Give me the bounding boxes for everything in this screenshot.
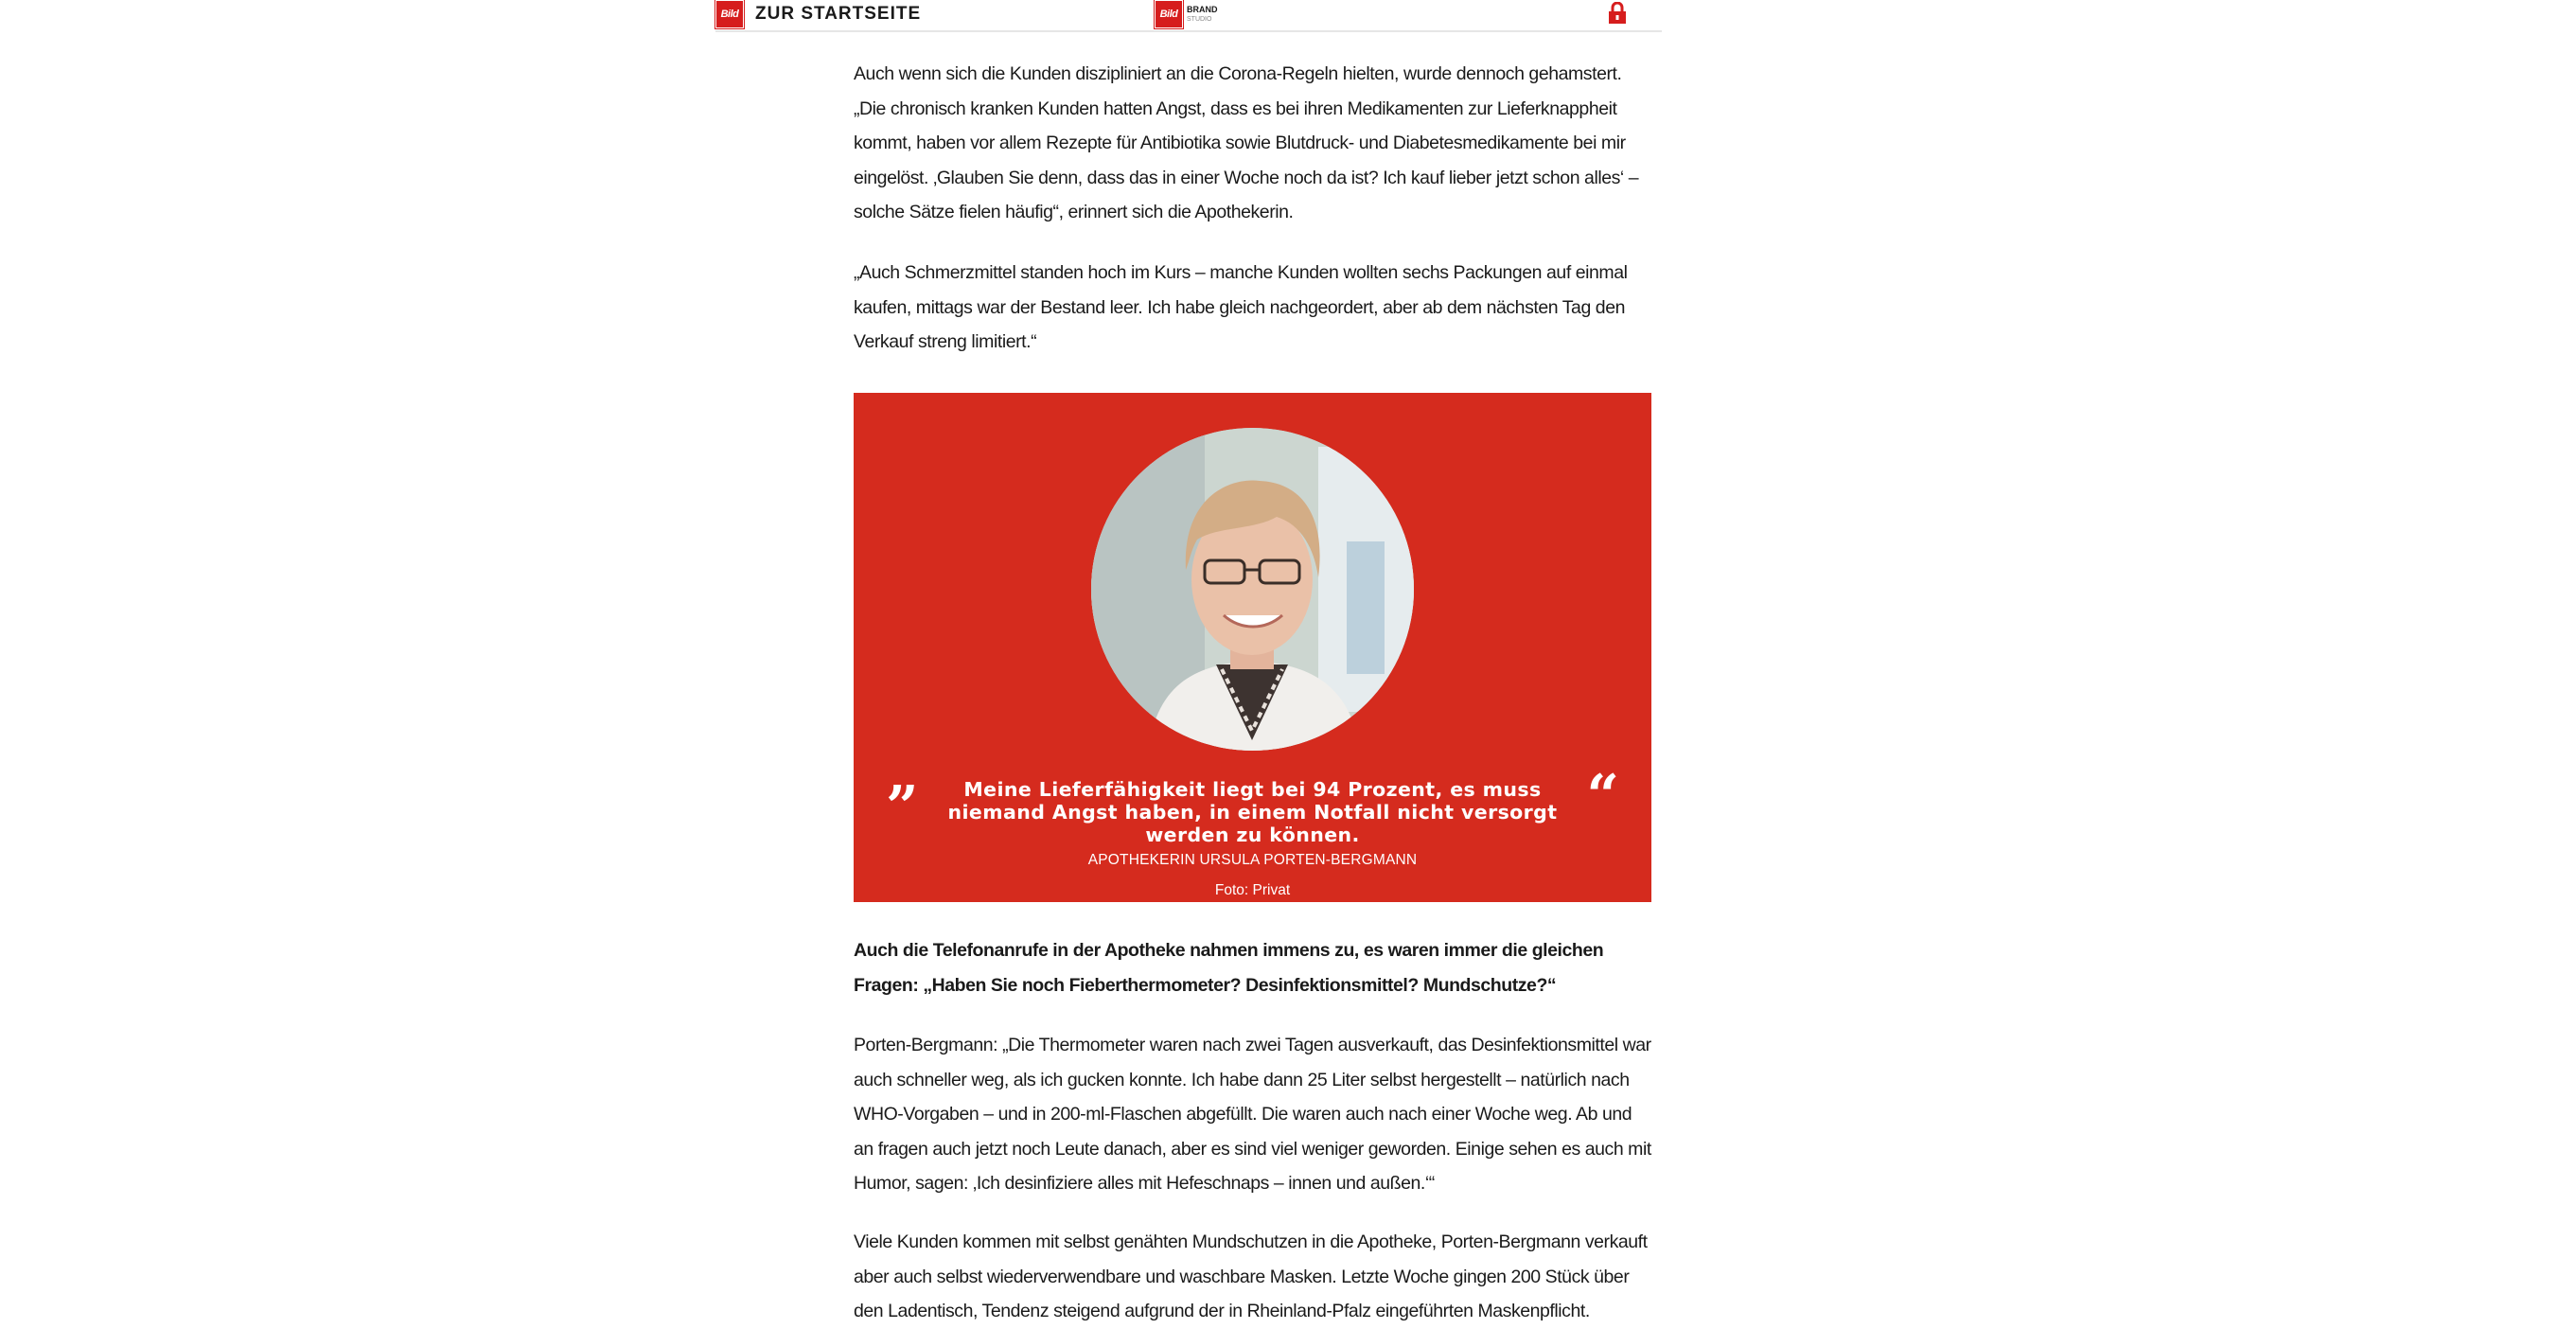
home-link[interactable] (715, 0, 921, 28)
article-paragraph: Porten-Bergmann: „Die Thermometer waren nach zwei Tagen ausverkauft, das Desinfektionsmittel war auch schneller weg, als ich gucken konnte. Ich habe dann 25 Liter selbst hergestellt – natürlich nach WHO-Vorgaben – und in 200-ml-Flaschen abgefüllt. Die waren auch nach einer Woche weg. Ab und an fragen auch jetzt noch Leute danach, aber es sind viel weniger geworden. Einige sehen es auch mit Humor, sagen: ‚Ich desinfiziere alles mit Hefeschnaps – innen und außen.‘“ (854, 1035, 1651, 1194)
brand-subtitle: STUDIO (1187, 15, 1212, 23)
quote-text-wrap (882, 762, 1623, 899)
portrait-illustration (1091, 428, 1414, 751)
article-paragraph: Viele Kunden kommen mit selbst genähten Mundschutzen in die Apotheke, Porten-Bergmann verkauft aber auch selbst wiederverwendbare und waschbare Masken. Letzte Woche gingen 200 Stück über den Ladentisch, Tendenz steigend aufgrund der in Rheinland-Pfalz eingeführten Maskenpflicht. (854, 1232, 1648, 1321)
brand-bild-logo: Bild (1155, 0, 1183, 28)
lock-icon[interactable] (1607, 2, 1628, 25)
quote-box (854, 393, 1651, 902)
article-paragraph-bold: Auch die Telefonanrufe in der Apotheke nahmen immens zu, es waren immer die gleichen Fragen: „Haben Sie noch Fieberthermometer? Desinfektionsmittel? Mundschutze?“ (854, 940, 1604, 996)
brand-studio-logo[interactable] (1155, 0, 1218, 28)
bild-logo: Bild (715, 0, 744, 28)
photo-credit: Foto: Privat (1214, 882, 1291, 898)
quote-text: Meine Lieferfähigkeit liegt bei 94 Prozent, es muss niemand Angst haben, in einem Notfall nicht versorgt werden zu können. (947, 778, 1558, 846)
home-link-label: ZUR STARTSEITE (755, 4, 922, 24)
top-navigation-bar (715, 0, 1662, 32)
article-paragraph: „Auch Schmerzmittel standen hoch im Kurs – manche Kunden wollten sechs Packungen auf einmal kaufen, mittags war der Bestand leer. Ich habe gleich nachgeordert, aber ab dem nächsten Tag den Verkauf streng limitiert.“ (854, 262, 1628, 352)
brand-title: BRAND (1187, 4, 1218, 14)
author-portrait (1091, 428, 1414, 751)
quote-author: APOTHEKERIN URSULA PORTEN-BERGMANN (1087, 852, 1418, 868)
quote-open-mark: ” (886, 774, 919, 841)
article-paragraph: Auch wenn sich die Kunden diszipliniert an die Corona-Regeln hielten, wurde dennoch gehamstert. „Die chronisch kranken Kunden hatten Angst, dass es bei ihren Medikamenten zur Lieferknappheit kommt, haben vor allem Rezepte für Antibiotika sowie Blutdruck- und Diabetesmedikamente bei mir eingelöst. ‚Glauben Sie denn, dass das in einer Woche noch da ist? Ich kauf lieber jetzt schon alles‘ – solche Sätze fielen häufig“, erinnert sich die Apothekerin. (854, 63, 1639, 222)
brand-studio-label (1187, 6, 1218, 24)
quote-close-mark: “ (1586, 763, 1619, 829)
